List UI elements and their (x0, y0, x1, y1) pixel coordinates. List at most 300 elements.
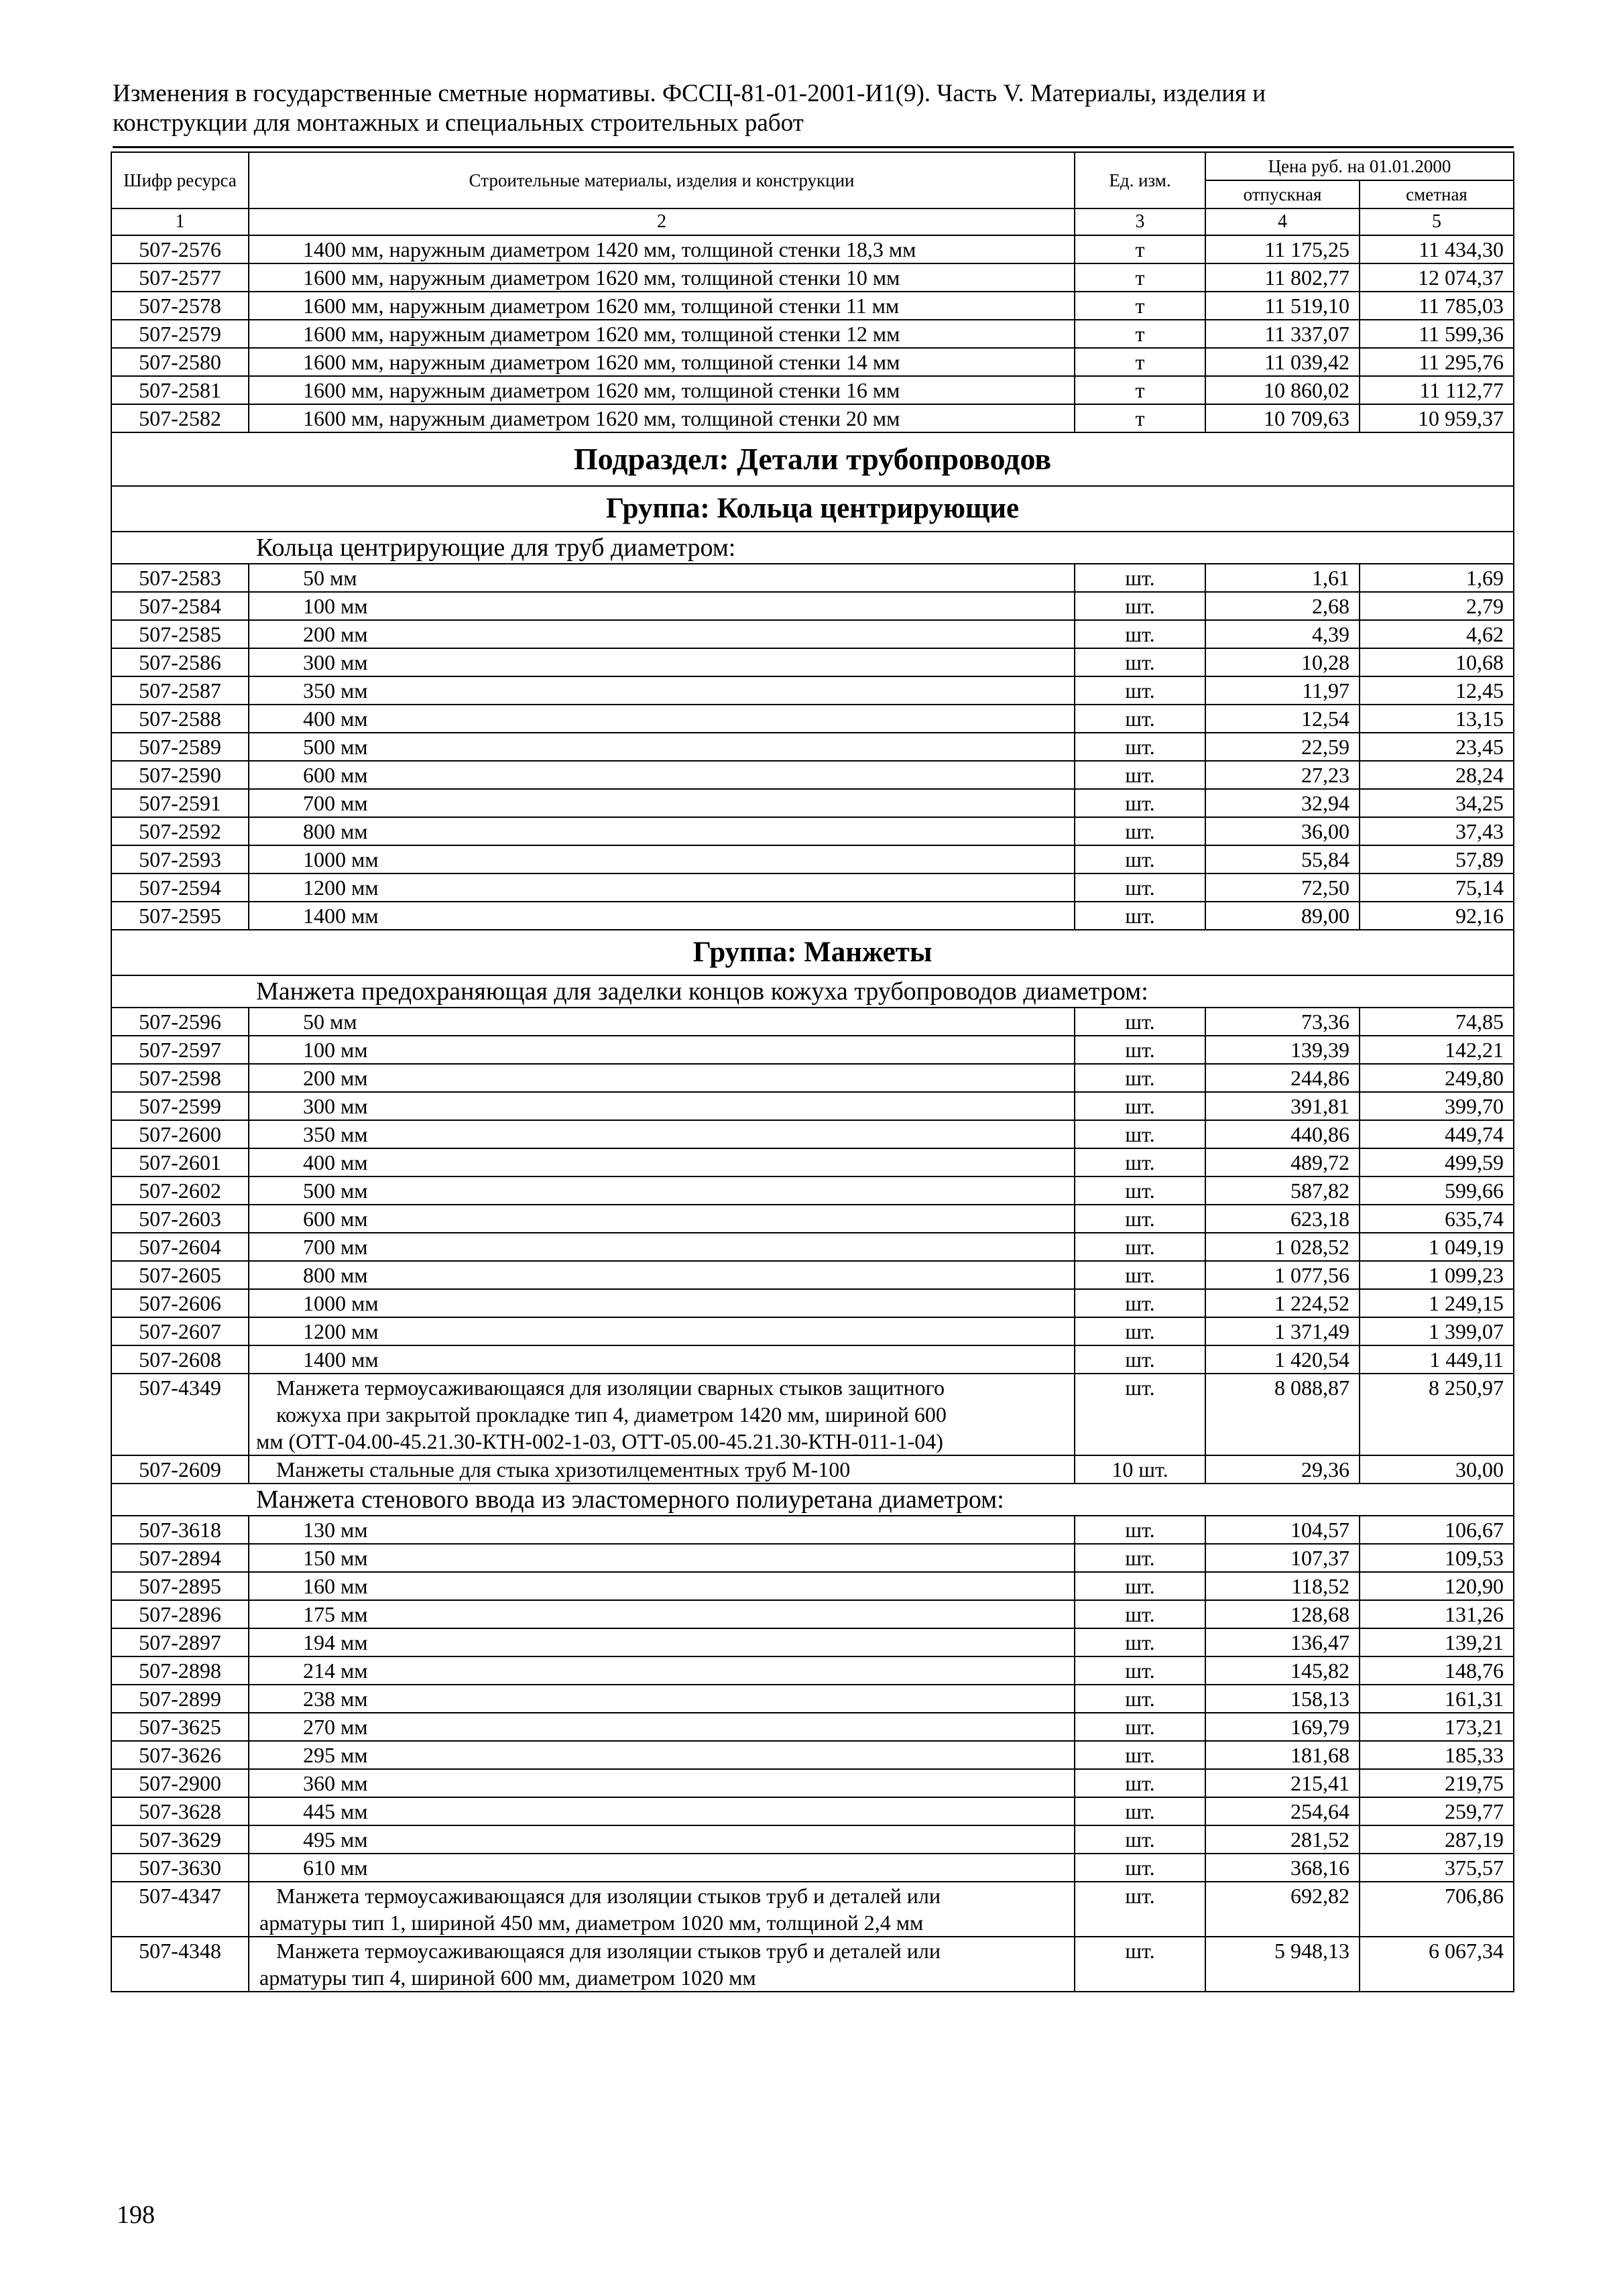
header-rule (113, 146, 1514, 148)
material-name: 445 мм (249, 1797, 1075, 1825)
resource-code: 507-2586 (111, 648, 249, 676)
unit: шт. (1075, 1092, 1205, 1120)
resource-code: 507-2607 (111, 1317, 249, 1345)
estimate-price: 34,25 (1360, 789, 1514, 817)
release-price: 1 224,52 (1205, 1289, 1360, 1317)
table-row (111, 761, 1514, 789)
table-row (111, 817, 1514, 845)
resource-code: 507-2596 (111, 1008, 249, 1036)
table-row (111, 592, 1514, 620)
group-row (111, 930, 1514, 975)
table-row (111, 1797, 1514, 1825)
material-name: 270 мм (249, 1713, 1075, 1741)
unit: шт. (1075, 1120, 1205, 1148)
table-row (111, 1374, 1514, 1455)
unit: т (1075, 320, 1205, 348)
table-row (111, 404, 1514, 432)
material-name: 200 мм (249, 1064, 1075, 1092)
release-price: 104,57 (1205, 1516, 1360, 1544)
release-price: 10,28 (1205, 648, 1360, 676)
table-row (111, 1854, 1514, 1882)
material-name: 500 мм (249, 1176, 1075, 1205)
material-name: 1600 мм, наружным диаметром 1620 мм, толщиной стенки 20 мм (249, 404, 1075, 432)
material-name: 175 мм (249, 1600, 1075, 1628)
estimate-price: 1 099,23 (1360, 1261, 1514, 1289)
header-price: Цена руб. на 01.01.2000 (1205, 152, 1514, 180)
group-row (111, 486, 1514, 532)
unit: шт. (1075, 1769, 1205, 1797)
material-name: 400 мм (249, 1148, 1075, 1176)
release-price: 391,81 (1205, 1092, 1360, 1120)
table-row (111, 1176, 1514, 1205)
resource-code: 507-2585 (111, 620, 249, 648)
table-row (111, 1713, 1514, 1741)
resource-code: 507-2591 (111, 789, 249, 817)
unit: шт. (1075, 1628, 1205, 1656)
resource-code: 507-2578 (111, 292, 249, 320)
material-name: 1600 мм, наружным диаметром 1620 мм, толщиной стенки 12 мм (249, 320, 1075, 348)
estimate-price: 287,19 (1360, 1825, 1514, 1854)
release-price: 29,36 (1205, 1455, 1360, 1484)
resource-code: 507-2896 (111, 1600, 249, 1628)
group-description-row (111, 975, 1514, 1008)
material-name-line: кожуха при закрытой прокладке тип 4, диаметром 1420 мм, шириной 600 (276, 1402, 947, 1427)
release-price: 27,23 (1205, 761, 1360, 789)
unit: шт. (1075, 733, 1205, 761)
material-name (249, 1374, 1075, 1455)
resource-code: 507-2898 (111, 1656, 249, 1685)
unit: шт. (1075, 817, 1205, 845)
release-price: 12,54 (1205, 705, 1360, 733)
unit: шт. (1075, 1289, 1205, 1317)
estimate-price: 12 074,37 (1360, 263, 1514, 292)
release-price: 1,61 (1205, 564, 1360, 592)
unit: шт. (1075, 1544, 1205, 1572)
estimate-price: 28,24 (1360, 761, 1514, 789)
unit: шт. (1075, 1036, 1205, 1064)
price-table (111, 152, 1514, 1992)
material-name: 400 мм (249, 705, 1075, 733)
unit: шт. (1075, 564, 1205, 592)
table-header-row-1 (111, 152, 1514, 180)
material-name: 350 мм (249, 1120, 1075, 1148)
material-name: 1600 мм, наружным диаметром 1620 мм, толщиной стенки 14 мм (249, 348, 1075, 376)
unit: т (1075, 404, 1205, 432)
release-price: 8 088,87 (1205, 1374, 1360, 1455)
header-estimate: сметная (1360, 180, 1514, 208)
unit: шт. (1075, 1572, 1205, 1600)
estimate-price: 120,90 (1360, 1572, 1514, 1600)
estimate-price: 185,33 (1360, 1741, 1514, 1769)
material-name: 1600 мм, наружным диаметром 1620 мм, толщиной стенки 16 мм (249, 376, 1075, 404)
table-row (111, 1600, 1514, 1628)
estimate-price: 57,89 (1360, 845, 1514, 873)
estimate-price: 449,74 (1360, 1120, 1514, 1148)
table-row (111, 1825, 1514, 1854)
estimate-price: 635,74 (1360, 1205, 1514, 1233)
material-name: 495 мм (249, 1825, 1075, 1854)
column-number-row (111, 208, 1514, 235)
release-price: 1 028,52 (1205, 1233, 1360, 1261)
group-title: Группа: Манжеты (111, 930, 1514, 975)
estimate-price: 599,66 (1360, 1176, 1514, 1205)
estimate-price: 706,86 (1360, 1882, 1514, 1937)
header-release: отпускная (1205, 180, 1360, 208)
material-name: 100 мм (249, 1036, 1075, 1064)
unit: шт. (1075, 1205, 1205, 1233)
unit: шт. (1075, 1345, 1205, 1374)
subsection-row (111, 432, 1514, 486)
unit: шт. (1075, 1374, 1205, 1455)
release-price: 368,16 (1205, 1854, 1360, 1882)
unit: шт. (1075, 1600, 1205, 1628)
unit: т (1075, 235, 1205, 263)
resource-code: 507-2895 (111, 1572, 249, 1600)
unit: шт. (1075, 1797, 1205, 1825)
table-row (111, 320, 1514, 348)
release-price: 181,68 (1205, 1741, 1360, 1769)
release-price: 118,52 (1205, 1572, 1360, 1600)
column-number: 5 (1360, 208, 1514, 235)
unit: шт. (1075, 676, 1205, 705)
estimate-price: 1,69 (1360, 564, 1514, 592)
group-description: Манжета стенового ввода из эластомерного полиуретана диаметром: (111, 1484, 1514, 1516)
unit: шт. (1075, 1656, 1205, 1685)
resource-code: 507-3630 (111, 1854, 249, 1882)
unit: шт. (1075, 845, 1205, 873)
table-row (111, 902, 1514, 930)
release-price: 139,39 (1205, 1036, 1360, 1064)
estimate-price: 2,79 (1360, 592, 1514, 620)
material-name: 194 мм (249, 1628, 1075, 1656)
material-name-line: Манжета термоусаживающаяся для изоляции стыков труб и деталей или (276, 1884, 941, 1908)
table-row (111, 1008, 1514, 1036)
material-name-line: арматуры тип 1, шириной 450 мм, диаметром 1020 мм, толщиной 2,4 мм (259, 1911, 924, 1935)
estimate-price: 375,57 (1360, 1854, 1514, 1882)
group-description: Кольца центрирующие для труб диаметром: (111, 532, 1514, 564)
estimate-price: 11 599,36 (1360, 320, 1514, 348)
resource-code: 507-2604 (111, 1233, 249, 1261)
release-price: 2,68 (1205, 592, 1360, 620)
estimate-price: 131,26 (1360, 1600, 1514, 1628)
unit: шт. (1075, 1825, 1205, 1854)
estimate-price: 1 249,15 (1360, 1289, 1514, 1317)
resource-code: 507-2594 (111, 873, 249, 902)
table-row (111, 1148, 1514, 1176)
material-name: Манжеты стальные для стыка хризотилцементных труб М-100 (249, 1455, 1075, 1484)
table-row (111, 1544, 1514, 1572)
estimate-price: 249,80 (1360, 1064, 1514, 1092)
header-line-2: конструкции для монтажных и специальных строительных работ (113, 109, 804, 137)
table-row (111, 1289, 1514, 1317)
resource-code: 507-2590 (111, 761, 249, 789)
table-row (111, 1656, 1514, 1685)
resource-code: 507-2605 (111, 1261, 249, 1289)
table-row (111, 873, 1514, 902)
estimate-price: 139,21 (1360, 1628, 1514, 1656)
resource-code: 507-2603 (111, 1205, 249, 1233)
resource-code: 507-2588 (111, 705, 249, 733)
release-price: 11 039,42 (1205, 348, 1360, 376)
release-price: 440,86 (1205, 1120, 1360, 1148)
document-header (113, 79, 1420, 138)
unit: шт. (1075, 620, 1205, 648)
column-number: 2 (249, 208, 1075, 235)
estimate-price: 75,14 (1360, 873, 1514, 902)
resource-code: 507-2579 (111, 320, 249, 348)
table-row (111, 705, 1514, 733)
material-name: 1400 мм (249, 902, 1075, 930)
material-name: 100 мм (249, 592, 1075, 620)
unit: шт. (1075, 648, 1205, 676)
material-name-line: Манжета термоусаживающаяся для изоляции сварных стыков защитного (276, 1376, 945, 1400)
estimate-price: 109,53 (1360, 1544, 1514, 1572)
estimate-price: 4,62 (1360, 620, 1514, 648)
release-price: 32,94 (1205, 789, 1360, 817)
material-name: 160 мм (249, 1572, 1075, 1600)
group-description: Манжета предохраняющая для заделки концов кожуха трубопроводов диаметром: (111, 975, 1514, 1008)
estimate-price: 13,15 (1360, 705, 1514, 733)
estimate-price: 11 112,77 (1360, 376, 1514, 404)
table-row (111, 1092, 1514, 1120)
material-name: 300 мм (249, 648, 1075, 676)
price-table-body (111, 152, 1514, 1992)
material-name: 1000 мм (249, 1289, 1075, 1317)
page-number: 198 (117, 2201, 155, 2229)
resource-code: 507-2897 (111, 1628, 249, 1656)
resource-code: 507-3625 (111, 1713, 249, 1741)
material-name: 500 мм (249, 733, 1075, 761)
material-name: 295 мм (249, 1741, 1075, 1769)
resource-code: 507-3626 (111, 1741, 249, 1769)
material-name: 700 мм (249, 1233, 1075, 1261)
release-price: 1 077,56 (1205, 1261, 1360, 1289)
table-row (111, 292, 1514, 320)
unit: т (1075, 376, 1205, 404)
resource-code: 507-2589 (111, 733, 249, 761)
resource-code: 507-3629 (111, 1825, 249, 1854)
table-row (111, 235, 1514, 263)
unit: шт. (1075, 1854, 1205, 1882)
estimate-price: 1 399,07 (1360, 1317, 1514, 1345)
unit: шт. (1075, 592, 1205, 620)
unit: т (1075, 348, 1205, 376)
column-number: 3 (1075, 208, 1205, 235)
material-name-line: арматуры тип 4, шириной 600 мм, диаметром 1020 мм (259, 1966, 756, 1990)
material-name: 360 мм (249, 1769, 1075, 1797)
table-row (111, 1205, 1514, 1233)
release-price: 55,84 (1205, 845, 1360, 873)
release-price: 11 337,07 (1205, 320, 1360, 348)
resource-code: 507-2600 (111, 1120, 249, 1148)
unit: шт. (1075, 873, 1205, 902)
subsection-title: Подраздел: Детали трубопроводов (111, 432, 1514, 486)
header-code: Шифр ресурса (111, 152, 249, 208)
release-price: 128,68 (1205, 1600, 1360, 1628)
material-name: 1000 мм (249, 845, 1075, 873)
unit: шт. (1075, 1008, 1205, 1036)
material-name: 300 мм (249, 1092, 1075, 1120)
unit: шт. (1075, 1685, 1205, 1713)
table-row (111, 1345, 1514, 1374)
table-row (111, 1628, 1514, 1656)
table-row (111, 1882, 1514, 1937)
release-price: 11,97 (1205, 676, 1360, 705)
estimate-price: 399,70 (1360, 1092, 1514, 1120)
material-name: 1400 мм (249, 1345, 1075, 1374)
material-name: 800 мм (249, 1261, 1075, 1289)
estimate-price: 8 250,97 (1360, 1374, 1514, 1455)
resource-code: 507-4347 (111, 1882, 249, 1937)
material-name: 1600 мм, наружным диаметром 1620 мм, толщиной стенки 11 мм (249, 292, 1075, 320)
table-row (111, 348, 1514, 376)
unit: шт. (1075, 1882, 1205, 1937)
estimate-price: 74,85 (1360, 1008, 1514, 1036)
unit: шт. (1075, 761, 1205, 789)
release-price: 10 860,02 (1205, 376, 1360, 404)
unit: шт. (1075, 789, 1205, 817)
resource-code: 507-3628 (111, 1797, 249, 1825)
resource-code: 507-2894 (111, 1544, 249, 1572)
release-price: 89,00 (1205, 902, 1360, 930)
unit: шт. (1075, 1176, 1205, 1205)
table-row (111, 648, 1514, 676)
table-row (111, 620, 1514, 648)
resource-code: 507-2597 (111, 1036, 249, 1064)
release-price: 587,82 (1205, 1176, 1360, 1205)
unit: шт. (1075, 1317, 1205, 1345)
unit: т (1075, 263, 1205, 292)
resource-code: 507-2601 (111, 1148, 249, 1176)
estimate-price: 142,21 (1360, 1036, 1514, 1064)
estimate-price: 6 067,34 (1360, 1937, 1514, 1992)
release-price: 158,13 (1205, 1685, 1360, 1713)
table-row (111, 676, 1514, 705)
table-row (111, 263, 1514, 292)
resource-code: 507-3618 (111, 1516, 249, 1544)
estimate-price: 11 434,30 (1360, 235, 1514, 263)
resource-code: 507-4348 (111, 1937, 249, 1992)
unit: шт. (1075, 1937, 1205, 1992)
material-name: 600 мм (249, 761, 1075, 789)
estimate-price: 499,59 (1360, 1148, 1514, 1176)
resource-code: 507-4349 (111, 1374, 249, 1455)
estimate-price: 37,43 (1360, 817, 1514, 845)
resource-code: 507-2584 (111, 592, 249, 620)
table-row (111, 733, 1514, 761)
table-row (111, 789, 1514, 817)
release-price: 11 175,25 (1205, 235, 1360, 263)
table-row (111, 1572, 1514, 1600)
material-name: 130 мм (249, 1516, 1075, 1544)
unit: шт. (1075, 1516, 1205, 1544)
release-price: 281,52 (1205, 1825, 1360, 1854)
resource-code: 507-2602 (111, 1176, 249, 1205)
unit: шт. (1075, 1713, 1205, 1741)
unit: шт. (1075, 1148, 1205, 1176)
release-price: 5 948,13 (1205, 1937, 1360, 1992)
group-description-row (111, 532, 1514, 564)
group-title: Группа: Кольца центрирующие (111, 486, 1514, 532)
material-name: 350 мм (249, 676, 1075, 705)
unit: шт. (1075, 902, 1205, 930)
material-name: 610 мм (249, 1854, 1075, 1882)
material-name: 600 мм (249, 1205, 1075, 1233)
resource-code: 507-2606 (111, 1289, 249, 1317)
release-price: 11 802,77 (1205, 263, 1360, 292)
resource-code: 507-2593 (111, 845, 249, 873)
resource-code: 507-2608 (111, 1345, 249, 1374)
estimate-price: 161,31 (1360, 1685, 1514, 1713)
table-row (111, 564, 1514, 592)
header-name: Строительные материалы, изделия и конструкции (249, 152, 1075, 208)
estimate-price: 92,16 (1360, 902, 1514, 930)
release-price: 254,64 (1205, 1797, 1360, 1825)
estimate-price: 173,21 (1360, 1713, 1514, 1741)
material-name: 1600 мм, наружным диаметром 1620 мм, толщиной стенки 10 мм (249, 263, 1075, 292)
header-unit: Ед. изм. (1075, 152, 1205, 208)
table-row (111, 1036, 1514, 1064)
table-row (111, 1317, 1514, 1345)
resource-code: 507-2598 (111, 1064, 249, 1092)
resource-code: 507-2582 (111, 404, 249, 432)
release-price: 215,41 (1205, 1769, 1360, 1797)
estimate-price: 1 049,19 (1360, 1233, 1514, 1261)
release-price: 136,47 (1205, 1628, 1360, 1656)
material-name (249, 1882, 1075, 1937)
table-row (111, 1685, 1514, 1713)
table-row (111, 1120, 1514, 1148)
estimate-price: 106,67 (1360, 1516, 1514, 1544)
release-price: 244,86 (1205, 1064, 1360, 1092)
unit: 10 шт. (1075, 1455, 1205, 1484)
estimate-price: 30,00 (1360, 1455, 1514, 1484)
estimate-price: 259,77 (1360, 1797, 1514, 1825)
table-row (111, 1937, 1514, 1992)
material-name: 1200 мм (249, 1317, 1075, 1345)
release-price: 36,00 (1205, 817, 1360, 845)
release-price: 72,50 (1205, 873, 1360, 902)
material-name: 214 мм (249, 1656, 1075, 1685)
material-name: 1400 мм, наружным диаметром 1420 мм, толщиной стенки 18,3 мм (249, 235, 1075, 263)
resource-code: 507-2577 (111, 263, 249, 292)
release-price: 489,72 (1205, 1148, 1360, 1176)
material-name: 700 мм (249, 789, 1075, 817)
resource-code: 507-2587 (111, 676, 249, 705)
table-row (111, 1455, 1514, 1484)
release-price: 107,37 (1205, 1544, 1360, 1572)
unit: шт. (1075, 1741, 1205, 1769)
table-row (111, 1233, 1514, 1261)
resource-code: 507-2899 (111, 1685, 249, 1713)
estimate-price: 10 959,37 (1360, 404, 1514, 432)
material-name: 800 мм (249, 817, 1075, 845)
release-price: 692,82 (1205, 1882, 1360, 1937)
table-row (111, 376, 1514, 404)
release-price: 11 519,10 (1205, 292, 1360, 320)
estimate-price: 11 785,03 (1360, 292, 1514, 320)
release-price: 623,18 (1205, 1205, 1360, 1233)
resource-code: 507-2583 (111, 564, 249, 592)
material-name: 50 мм (249, 1008, 1075, 1036)
release-price: 10 709,63 (1205, 404, 1360, 432)
resource-code: 507-2581 (111, 376, 249, 404)
column-number: 1 (111, 208, 249, 235)
release-price: 22,59 (1205, 733, 1360, 761)
resource-code: 507-2592 (111, 817, 249, 845)
release-price: 1 420,54 (1205, 1345, 1360, 1374)
material-name: 150 мм (249, 1544, 1075, 1572)
